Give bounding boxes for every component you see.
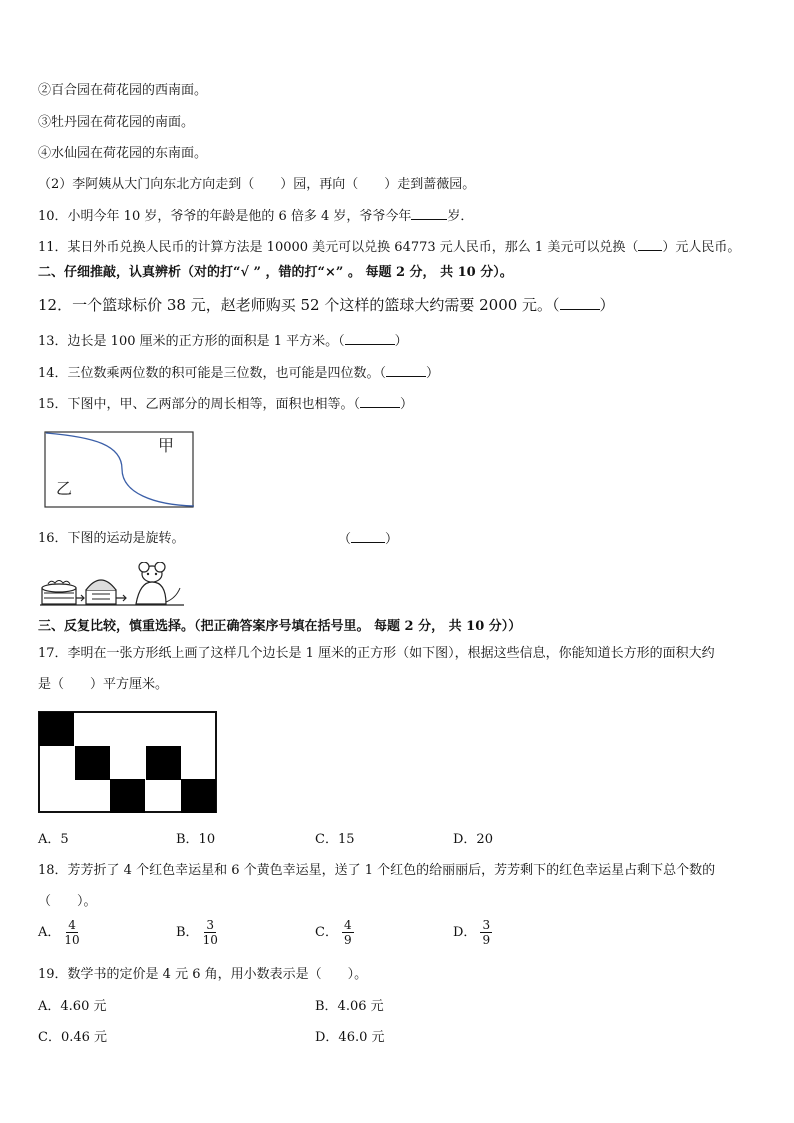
fraction	[480, 918, 492, 947]
numerator: 4	[343, 918, 352, 932]
question-12	[38, 296, 615, 314]
q19-option-d[interactable]: D．46.0 元	[315, 1030, 385, 1045]
question-16: 16．下图的运动是旋转。	[38, 531, 185, 546]
option-label: C．	[315, 925, 338, 940]
answer-blank	[345, 332, 395, 345]
denominator: 10	[64, 933, 80, 947]
q16-close: ）	[385, 532, 399, 547]
q9-item-4: ④水仙园在荷花园的东南面。	[38, 146, 208, 161]
q18-option-c[interactable]	[315, 918, 354, 947]
arrow-icon	[116, 595, 126, 601]
arrow-icon	[76, 595, 84, 601]
label-jia: 甲	[158, 436, 175, 455]
fraction	[203, 918, 218, 947]
q17-line-1: 17．李明在一张方形纸上画了这样几个边长是 1 厘米的正方形（如下图），根据这些信息，你能知道长方形的面积大约	[38, 646, 715, 661]
q15-close: ）	[400, 397, 414, 412]
denominator: 9	[343, 933, 352, 947]
q18-option-b[interactable]	[176, 918, 218, 947]
answer-blank	[638, 238, 662, 251]
answer-blank	[386, 364, 426, 377]
q14-text: 14．三位数乘两位数的积可能是三位数，也可能是四位数。（	[38, 366, 387, 381]
answer-blank	[351, 530, 385, 543]
black-square	[39, 712, 74, 746]
q9-item-2: ②百合园在荷花园的西南面。	[38, 83, 208, 98]
q9-sub-2: （2）李阿姨从大门向东北方向走到（ ）园，再向（ ）走到蔷薇园。	[38, 177, 476, 192]
option-label: D．	[453, 925, 477, 940]
q18-option-a[interactable]	[38, 918, 80, 947]
q9-item-3: ③牡丹园在荷花园的南面。	[38, 115, 195, 130]
black-square	[75, 746, 110, 780]
q16-answer	[338, 530, 398, 549]
mouse-icon	[136, 562, 180, 604]
question-10	[38, 207, 473, 226]
numerator: 3	[206, 918, 215, 932]
q19-option-a[interactable]: A．4.60 元	[38, 999, 107, 1014]
figure-15-rectangle	[44, 431, 196, 509]
q18-line-2: （ ）。	[38, 894, 97, 909]
q14-close: ）	[426, 366, 440, 381]
q19-option-c[interactable]: C．0.46 元	[38, 1030, 108, 1045]
q19-option-b[interactable]: B．4.06 元	[315, 999, 384, 1014]
label-yi: 乙	[56, 479, 73, 498]
q16-open: （	[338, 532, 352, 547]
q18-line-1: 18．芳芳折了 4 个红色幸运星和 6 个黄色幸运星，送了 1 个红色的给丽丽后，芳芳剩下的红色幸运星占剩下总个数的	[38, 863, 716, 878]
question-11	[38, 238, 740, 257]
option-label: A．	[38, 925, 61, 940]
figure-17-grid	[38, 711, 218, 814]
black-square	[181, 779, 216, 813]
section-3-heading: 三、反复比较，慎重选择。（把正确答案序号填在括号里。 每题 2 分， 共 10 分））	[38, 619, 522, 634]
fraction	[64, 918, 79, 947]
q13-close: ）	[394, 334, 408, 349]
question-15	[38, 395, 413, 414]
q18-option-d[interactable]	[453, 918, 492, 947]
q11-tail: ）元人民币。	[662, 240, 741, 255]
figure-16-motion	[40, 562, 184, 608]
numerator: 4	[68, 918, 76, 932]
q12-close: ）	[599, 296, 615, 314]
question-14	[38, 364, 439, 383]
q17-option-a[interactable]: A．5	[38, 832, 69, 847]
q10-text: 10．小明今年 10 岁，爷爷的年龄是他的 6 倍多 4 岁，爷爷今年	[38, 209, 412, 224]
fraction	[342, 918, 354, 947]
numerator: 3	[482, 918, 491, 932]
q10-unit: 岁．	[447, 209, 474, 224]
section-2-heading: 二、仔细推敲，认真辨析（对的打“√ ” ，错的打“×” 。 每题 2 分， 共 10 分）。	[38, 265, 513, 280]
q12-text: 12．一个篮球标价 38 元，赵老师购买 52 个这样的篮球大约需要 2000 元。（	[38, 296, 560, 314]
denominator: 9	[482, 933, 491, 947]
q17-option-c[interactable]: C．15	[315, 832, 355, 847]
question-19: 19．数学书的定价是 4 元 6 角，用小数表示是（ ）。	[38, 967, 368, 982]
cake-icon	[42, 581, 76, 605]
option-label: B．	[176, 925, 199, 940]
question-13	[38, 332, 408, 351]
black-square	[110, 779, 145, 813]
basket-icon	[86, 580, 116, 604]
answer-blank	[411, 207, 447, 220]
q11-text: 11．某日外币兑换人民币的计算方法是 10000 美元可以兑换 64773 元人民币，那么 1 美元可以兑换（	[38, 240, 639, 255]
q13-text: 13．边长是 100 厘米的正方形的面积是 1 平方米。（	[38, 334, 345, 349]
denominator: 10	[202, 933, 218, 947]
q17-option-b[interactable]: B．10	[176, 832, 216, 847]
answer-blank	[560, 297, 600, 310]
q17-option-d[interactable]: D．20	[453, 832, 493, 847]
answer-blank	[360, 395, 400, 408]
q17-line-2: 是（ ）平方厘米。	[38, 677, 169, 692]
black-square	[146, 746, 181, 780]
q15-text: 15．下图中，甲、乙两部分的周长相等，面积也相等。（	[38, 397, 361, 412]
